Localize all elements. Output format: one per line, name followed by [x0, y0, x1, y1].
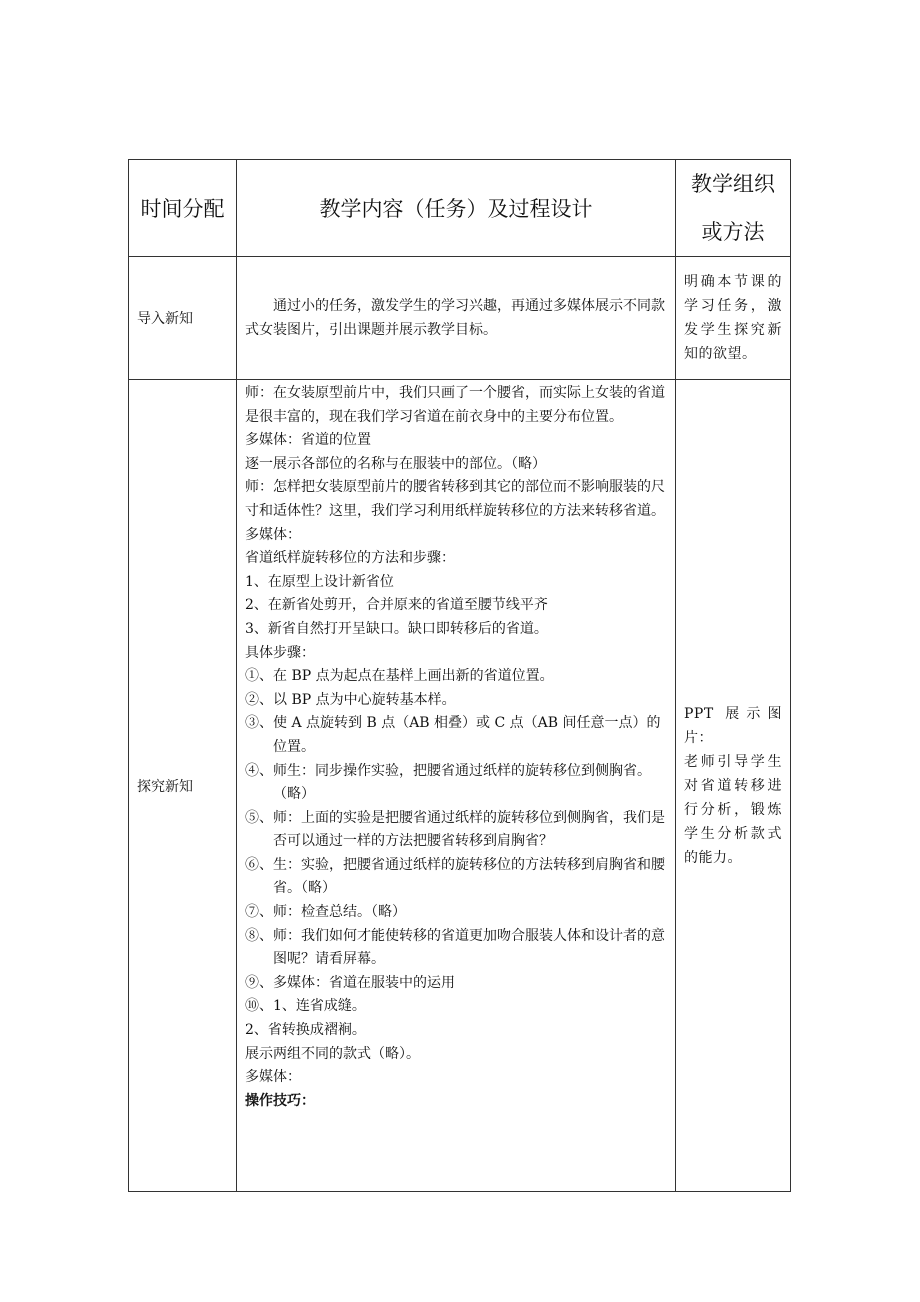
header-method-line2: 或方法: [701, 220, 765, 244]
phase-content: [237, 380, 676, 1192]
content-line: 多媒体：: [245, 1069, 301, 1086]
lesson-plan-table: [128, 159, 791, 1192]
content-line: 师：怎样把女装原型前片的腰省转移到其它的部位而不影响服装的尺寸和适体性？这里，我们学习利用纸样旋转移位的方法来转移省道。: [245, 479, 665, 519]
content-line: 展示两组不同的款式（略）。: [245, 1045, 420, 1062]
step-item: ⑩、1、连省成缝。: [245, 998, 366, 1015]
step-item: ⑦、师：检查总结。（略）: [245, 904, 406, 921]
method-line: PPT 展示图片：: [684, 705, 782, 746]
phase-content: [237, 257, 676, 380]
header-time: 时间分配: [129, 160, 237, 257]
content-line: 2、在新省处剪开，合并原来的省道至腰节线平齐: [245, 597, 548, 614]
content-line: 逐一展示各部位的名称与在服装中的部位。（略）: [245, 455, 546, 472]
content-line: 2、省转换成褶裥。: [245, 1022, 366, 1039]
table-row: [129, 380, 791, 1192]
step-item: ③、使 A 点旋转到 B 点（AB 相叠）或 C 点（AB 间任意一点）的位置。: [245, 715, 661, 755]
method-line: 老师引导学生对省道转移进行分析，锻炼学生分析款式的能力。: [684, 753, 782, 866]
phase-label: 导入新知: [129, 257, 237, 380]
content-line: 1、在原型上设计新省位: [245, 573, 394, 590]
header-method-line1: 教学组织: [691, 172, 775, 196]
content-line: 省道纸样旋转移位的方法和步骤：: [245, 550, 455, 567]
table-header-row: [129, 160, 791, 257]
content-line: 多媒体：: [245, 526, 301, 543]
step-item: ⑥、生：实验，把腰省通过纸样的旋转移位的方法转移到肩胸省和腰省。（略）: [245, 856, 665, 897]
phase-method: [676, 380, 791, 1192]
header-content: 教学内容（任务）及过程设计: [237, 160, 676, 257]
content-line: 3、新省自然打开呈缺口。缺口即转移后的省道。: [245, 620, 548, 637]
table-row: [129, 257, 791, 380]
phase-label: 探究新知: [129, 380, 237, 1192]
step-item: ⑨、多媒体：省道在服装中的运用: [245, 974, 455, 991]
intro-paragraph: 通过小的任务，激发学生的学习兴趣，再通过多媒体展示不同款式女装图片，引出课题并展示教学目标。: [245, 298, 665, 338]
content-line: 多媒体：省道的位置: [245, 432, 371, 449]
phase-method: 明确本节课的学习任务，激发学生探究新知的欲望。: [676, 257, 791, 380]
content-line: 师：在女装原型前片中，我们只画了一个腰省，而实际上女装的省道是很丰富的，现在我们学习省道在前衣身中的主要分布位置。: [245, 385, 665, 425]
bold-heading: 操作技巧：: [245, 1092, 315, 1109]
content-line: 具体步骤：: [245, 644, 315, 661]
step-item: ②、以 BP 点为中心旋转基本样。: [245, 691, 456, 708]
step-item: ⑧、师：我们如何才能使转移的省道更加吻合服装人体和设计者的意图呢？请看屏幕。: [245, 927, 665, 968]
header-method: [676, 160, 791, 257]
step-item: ④、师生：同步操作实验，把腰省通过纸样的旋转移位到侧胸省。（略）: [245, 762, 651, 803]
step-item: ①、在 BP 点为起点在基样上画出新的省道位置。: [245, 668, 554, 685]
step-item: ⑤、师：上面的实验是把腰省通过纸样的旋转移位到侧胸省，我们是否可以通过一样的方法把腰省转移到肩胸省？: [245, 809, 665, 850]
